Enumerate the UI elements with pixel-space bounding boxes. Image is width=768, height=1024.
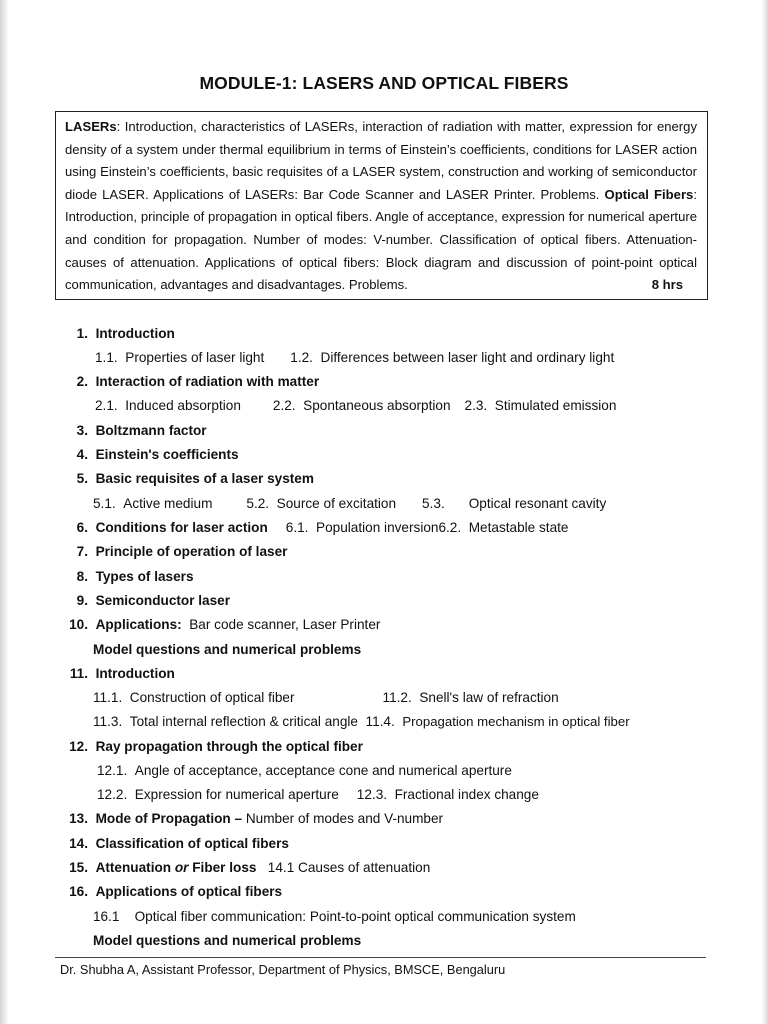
topic-14: 14. Classification of optical fibers [69, 836, 289, 851]
topic-11-subitems-a: 11.1. Construction of optical fiber 11.2. Snell's law of refraction [93, 690, 559, 705]
subtopic-5-2: Source of excitation [276, 496, 397, 511]
topic-7: 7. Principle of operation of laser [76, 544, 288, 559]
topic-3-title: Boltzmann factor [95, 423, 207, 438]
syllabus-hours: 8 hrs [651, 277, 683, 293]
subtopic-12-3: Fractional index change [394, 787, 539, 802]
syllabus-fibers-label: Optical Fibers [604, 186, 694, 202]
topic-1-title: Introduction [95, 326, 175, 341]
subtopic-16-1: Optical fiber communication: Point-to-point optical communication system [134, 909, 576, 924]
page-right-edge [761, 0, 768, 1024]
topic-9-title: Semiconductor laser [95, 593, 231, 608]
subtopic-11-4: Propagation mechanism in optical fiber [402, 714, 630, 729]
model-questions-fibers: Model questions and numerical problems [93, 933, 362, 948]
topic-13-title: Mode of Propagation – [95, 811, 243, 826]
topic-12-subitems-a: 12.1. Angle of acceptance, acceptance cone and numerical aperture [97, 763, 512, 778]
topic-9: 9. Semiconductor laser [76, 593, 231, 608]
subtopic-5-1: Active medium [123, 496, 213, 511]
topic-8-title: Types of lasers [95, 569, 194, 584]
subtopic-6-1: Population inversion [316, 520, 439, 535]
topic-14-title: Classification of optical fibers [95, 836, 289, 851]
topic-12-subitems-b: 12.2. Expression for numerical aperture 12.3. Fractional index change [97, 787, 539, 802]
subtopic-11-2: Snell's law of refraction [419, 690, 559, 705]
topic-3: 3. Boltzmann factor [76, 423, 207, 438]
subtopic-2-1: Induced absorption [125, 398, 241, 413]
topic-2: 2. Interaction of radiation with matter [76, 374, 320, 389]
syllabus-fibers-text: : Introduction, principle of propagation in optical fibers. Angle of acceptance, expression for numerical aperture and condition for propagation. Number of modes: V-number. Classification of optical fibers. Attenuation-causes of attenuation. Applications of optical fibers: Block diagram and discussion of point-point optical communication, advantages and disadvantages. Problems. [65, 186, 697, 293]
model-questions-lasers: Model questions and numerical problems [93, 642, 362, 657]
subtopic-11-3: Total internal reflection & critical angle [129, 714, 358, 729]
topic-10-title: Applications: [95, 617, 182, 632]
topic-11-title: Introduction [95, 666, 175, 681]
topic-13: 13. Mode of Propagation – Number of modes and V-number [69, 811, 444, 826]
topic-13-detail: Number of modes and V-number [245, 811, 444, 826]
topic-4: 4. Einstein's coefficients [76, 447, 239, 462]
topic-5-subitems: 5.1. Active medium 5.2. Source of excitation 5.3. Optical resonant cavity [93, 496, 607, 511]
topic-11: 11. Introduction [69, 666, 175, 681]
topic-15: 15. Attenuation or Fiber loss 14.1 Causes of attenuation [69, 860, 431, 875]
subtopic-12-2: Expression for numerical aperture [134, 787, 339, 802]
subtopic-1-1: Properties of laser light [125, 350, 265, 365]
subtopic-5-3: Optical resonant cavity [468, 496, 607, 511]
topic-6-title: Conditions for laser action [95, 520, 268, 535]
topic-15-detail: 14.1 Causes of attenuation [267, 860, 431, 875]
subtopic-6-2: Metastable state [468, 520, 569, 535]
topic-2-title: Interaction of radiation with matter [95, 374, 320, 389]
topic-15-title-b: Fiber loss [192, 860, 257, 875]
topic-12-title: Ray propagation through the optical fiber [95, 739, 363, 754]
subtopic-2-2: Spontaneous absorption [303, 398, 451, 413]
topic-1: 1. Introduction [76, 326, 175, 341]
subtopic-2-3: Stimulated emission [494, 398, 617, 413]
syllabus-box [55, 111, 708, 300]
footer-credit: Dr. Shubha A, Assistant Professor, Department of Physics, BMSCE, Bengaluru [60, 962, 506, 977]
subtopic-11-1: Construction of optical fiber [129, 690, 295, 705]
topic-1-subitems: 1.1. Properties of laser light 1.2. Differences between laser light and ordinary light [95, 350, 615, 365]
topic-15-title-or: or [174, 860, 189, 875]
topic-10: 10. Applications: Bar code scanner, Laser Printer [69, 617, 381, 632]
topic-16: 16. Applications of optical fibers [69, 884, 283, 899]
topic-6: 6. Conditions for laser action 6.1. Population inversion6.2. Metastable state [76, 520, 569, 535]
footer-divider [55, 957, 706, 958]
topic-7-title: Principle of operation of laser [95, 544, 288, 559]
topic-5-title: Basic requisites of a laser system [95, 471, 314, 486]
topic-2-subitems: 2.1. Induced absorption 2.2. Spontaneous absorption 2.3. Stimulated emission [95, 398, 617, 413]
syllabus-lasers-label: LASERs [65, 119, 117, 134]
topic-16-title: Applications of optical fibers [95, 884, 283, 899]
topic-10-detail: Bar code scanner, Laser Printer [189, 617, 381, 632]
topic-4-title: Einstein's coefficients [95, 447, 239, 462]
topic-16-subitems: 16.1 Optical fiber communication: Point-to-point optical communication system [93, 909, 576, 924]
syllabus-lasers-text: : Introduction, characteristics of LASERs, interaction of radiation with matter, expression for energy density of a system under thermal equilibrium in terms of Einstein’s coefficients, conditions for LASER action using Einstein’s coefficients, basic requisites of a LASER system, construction and working of semiconductor diode LASER. Applications of LASERs: Bar Code Scanner and LASER Printer. Problems. [65, 119, 697, 202]
topic-12: 12. Ray propagation through the optical fiber [69, 739, 363, 754]
subtopic-12-1: Angle of acceptance, acceptance cone and numerical aperture [134, 763, 512, 778]
topic-11-subitems-b: 11.3. Total internal reflection & critical angle 11.4. Propagation mechanism in optical fiber [93, 714, 630, 729]
subtopic-1-2: Differences between laser light and ordinary light [320, 350, 615, 365]
topic-5: 5. Basic requisites of a laser system [76, 471, 314, 486]
page-title: MODULE-1: LASERS AND OPTICAL FIBERS [199, 73, 569, 93]
topic-15-title-a: Attenuation [95, 860, 172, 875]
topic-8: 8. Types of lasers [76, 569, 194, 584]
page-left-edge [0, 0, 9, 1024]
